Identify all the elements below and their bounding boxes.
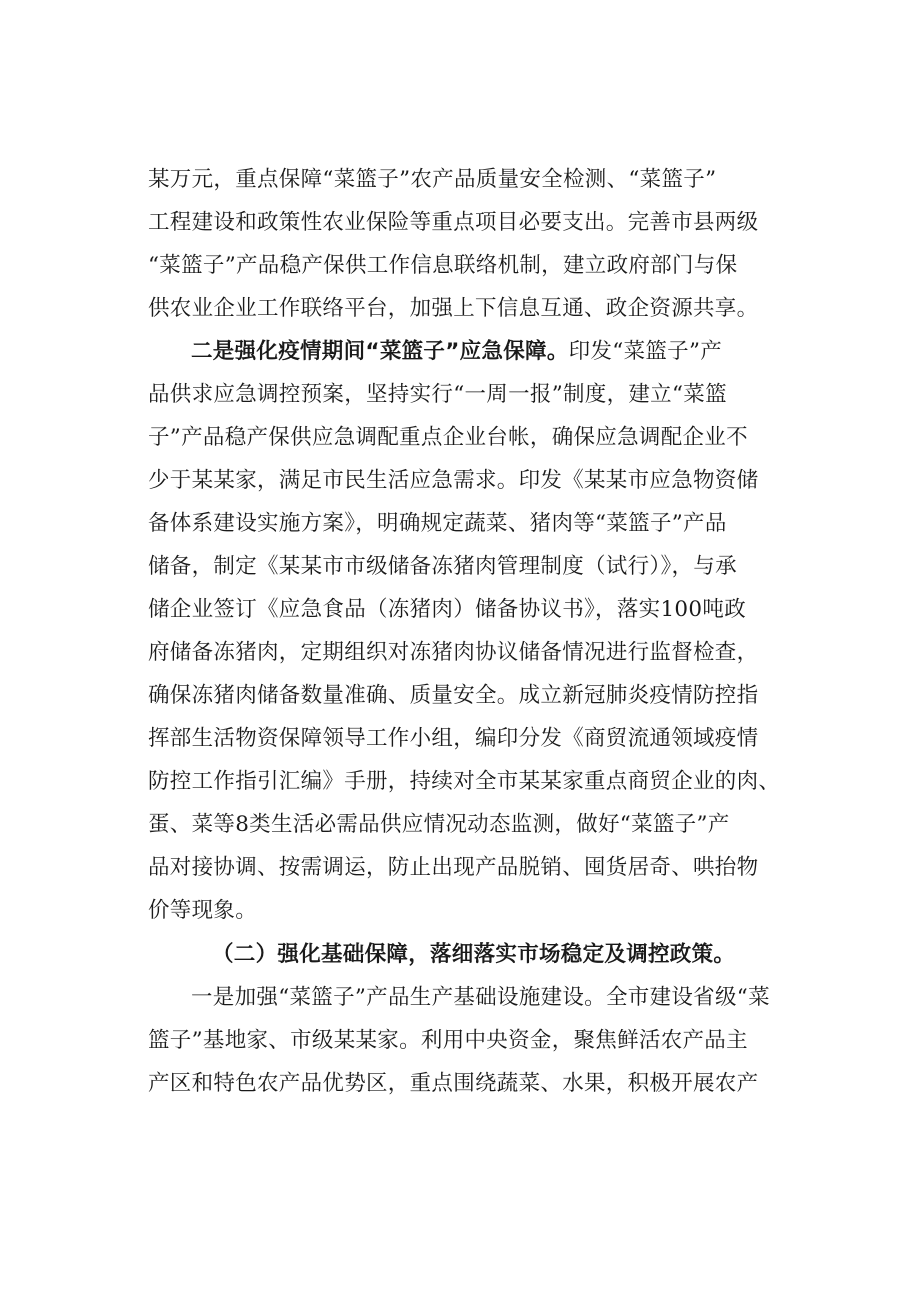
text-line: 少于某某家，满足市民生活应急需求。印发《某某市应急物资储 xyxy=(148,468,759,493)
text-line: 蛋、菜等8类生活必需品供应情况动态监测，做好“菜篮子”产 xyxy=(148,812,730,837)
text-line: 防控工作指引汇编》手册，持续对全市某某家重点商贸企业的肉、 xyxy=(148,769,781,794)
text-line: 储企业签订《应急食品（冻猪肉）储备协议书》，落实100吨政 xyxy=(148,597,746,622)
text-line: 供农业企业工作联络平台，加强上下信息互通、政企资源共享。 xyxy=(148,296,759,321)
text-line: 确保冻猪肉储备数量准确、质量安全。成立新冠肺炎疫情防控指 xyxy=(148,683,759,708)
text-line: 挥部生活物资保障领导工作小组，编印分发《商贸流通领域疫情 xyxy=(148,726,759,751)
text-line: 价等现象。 xyxy=(148,898,258,923)
text-line: 府储备冻猪肉，定期组织对冻猪肉协议储备情况进行监督检查， xyxy=(148,640,759,665)
text-line: 篮子”基地家、市级某某家。利用中央资金，聚焦鲜活农产品主 xyxy=(148,1028,748,1053)
text-line: 某万元，重点保障“菜篮子”农产品质量安全检测、“菜篮子” xyxy=(148,167,717,192)
text-line: 备体系建设实施方案》，明确规定蔬菜、猪肉等“菜篮子”产品 xyxy=(148,511,727,536)
text-line: “菜篮子”产品稳产保供工作信息联络机制，建立政府部门与保 xyxy=(148,253,738,278)
text-line: 工程建设和政策性农业保险等重点项目必要支出。完善市县两级 xyxy=(148,210,759,235)
paragraph-first-line: 一是加强“菜篮子”产品生产基础设施建设。全市建设省级“菜 xyxy=(191,985,770,1010)
text-line: 产区和特色农产品优势区，重点围绕蔬菜、水果，积极开展农产 xyxy=(148,1071,759,1096)
text-line: 品供求应急调控预案，坚持实行“一周一报”制度，建立“菜篮 xyxy=(148,382,727,407)
paragraph-lead-heading: 二是强化疫情期间“菜篮子”应急保障。 xyxy=(191,339,569,364)
section-heading: （二）强化基础保障，落细落实市场稳定及调控政策。 xyxy=(212,942,736,967)
paragraph-first-line-text: 印发“菜篮子”产 xyxy=(568,339,723,364)
text-line: 品对接协调、按需调运，防止出现产品脱销、囤货居奇、哄抬物 xyxy=(148,855,759,880)
paragraph-first-line xyxy=(191,334,828,370)
text-line: 储备，制定《某某市市级储备冻猪肉管理制度（试行）》，与承 xyxy=(148,554,737,579)
text-line: 子”产品稳产保供应急调配重点企业台帐，确保应急调配企业不 xyxy=(148,425,748,450)
